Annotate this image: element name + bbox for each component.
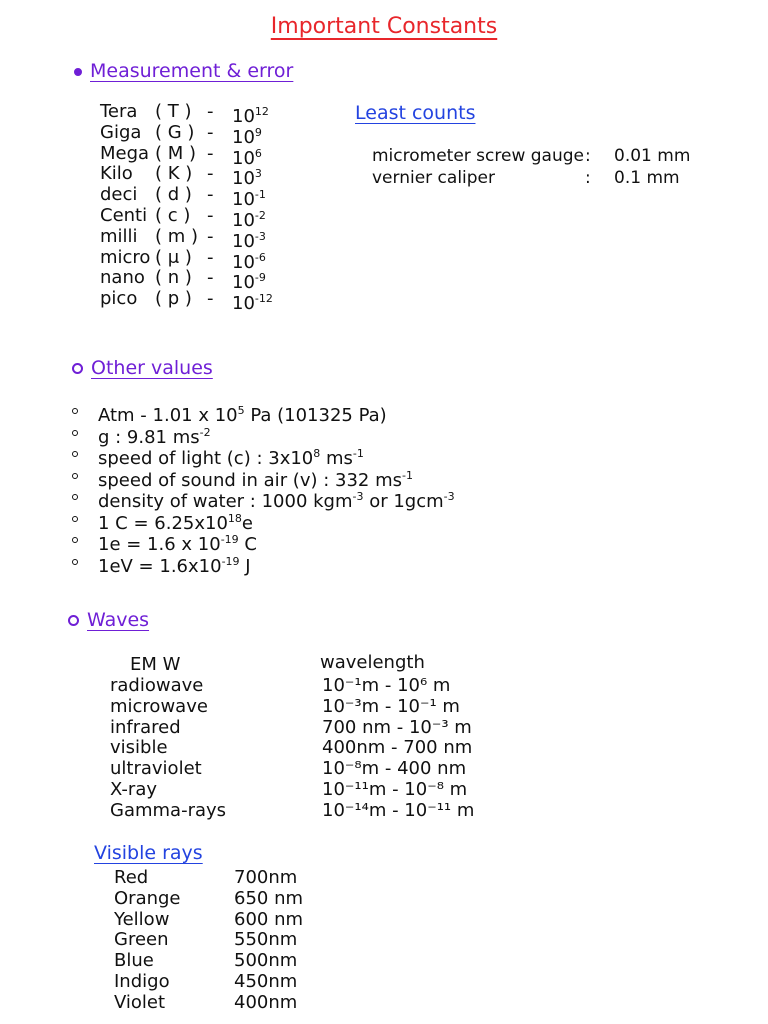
wave-row: [0, 696, 520, 717]
prefix-dash: -: [207, 184, 214, 206]
prefix-name: nano: [100, 267, 145, 289]
prefix-dash: -: [207, 246, 214, 268]
wave-range: 10⁻⁸m - 400 nm: [322, 758, 467, 780]
ray-color: Yellow: [114, 908, 170, 930]
prefix-exponent: 12: [254, 105, 269, 118]
prefix-symbol: ( M ): [155, 142, 197, 164]
bullet-icon: [72, 451, 78, 457]
prefix-name: milli: [100, 225, 138, 247]
emw-column-header: EM W: [130, 654, 181, 675]
ray-wavelength: 400nm: [234, 991, 298, 1013]
prefix-base: 10: [232, 293, 255, 315]
constant-text-part: 1eV = 1.6x10: [98, 555, 222, 577]
wave-row: [0, 800, 520, 821]
least-count-row: [0, 146, 720, 167]
ray-color: Indigo: [114, 971, 170, 992]
constant-text-part: Pa (101325 Pa): [244, 405, 387, 426]
constant-row: [0, 422, 700, 448]
constant-text-part: 1 C = 6.25x10: [98, 512, 228, 534]
bullet-icon: [68, 615, 79, 626]
ray-wavelength: 600 nm: [234, 908, 304, 930]
wave-range: 10⁻¹¹m - 10⁻⁸ m: [322, 779, 468, 800]
wave-name: X-ray: [110, 779, 158, 800]
bullet-icon: [72, 537, 78, 543]
prefix-exponent: 3: [254, 167, 262, 181]
prefix-row: [0, 101, 330, 127]
ray-color: Violet: [114, 991, 166, 1013]
constant-superscript: 18: [227, 511, 242, 525]
prefix-name: pico: [100, 288, 138, 310]
constant-row: [0, 486, 700, 512]
constant-superscript: -3: [352, 490, 364, 503]
bullet-icon: [72, 430, 78, 436]
bullet-icon: [74, 68, 82, 76]
wave-name: Gamma-rays: [110, 799, 227, 821]
visible-ray-row: [0, 992, 340, 1013]
prefix-exponent: -2: [254, 209, 266, 222]
prefix-exponent: 9: [254, 125, 262, 139]
prefix-dash: -: [207, 121, 214, 143]
constant-text: [98, 551, 251, 577]
constant-text-part: speed of light (c) : 3x10: [98, 448, 314, 469]
ray-color: Orange: [114, 887, 181, 909]
constant-text-part: density of water : 1000 kgm: [98, 491, 353, 512]
prefix-row: [0, 205, 330, 231]
prefix-row: [0, 288, 330, 315]
constant-row: [0, 551, 700, 577]
prefix-base: 10: [232, 251, 255, 273]
wave-range: 10⁻³m - 10⁻¹ m: [322, 695, 460, 717]
waves-heading: [68, 609, 149, 631]
prefix-row: [0, 121, 330, 148]
visible-ray-row: [0, 909, 340, 930]
measurement-heading-text: Measurement & error: [90, 60, 294, 82]
visible-ray-row: [0, 950, 340, 971]
prefix-value: [232, 288, 273, 314]
constant-text-part: Atm - 1.01 x 10: [98, 405, 238, 426]
wave-name: infrared: [110, 716, 181, 738]
constant-text-part: speed of sound in air (v) : 332 ms: [98, 469, 403, 491]
visible-ray-row: [0, 971, 340, 992]
prefix-base: 10: [232, 210, 255, 231]
prefix-base: 10: [232, 147, 255, 169]
visible-ray-row: [0, 888, 340, 909]
constant-text-part: 1e = 1.6 x 10: [98, 534, 221, 555]
prefix-row: [0, 267, 330, 294]
least-count-row: [0, 168, 720, 189]
prefix-row: [0, 246, 330, 273]
prefix-name: Mega: [100, 142, 150, 164]
page-title: Important Constants: [270, 14, 498, 39]
ray-wavelength: 700nm: [234, 867, 298, 888]
prefix-base: 10: [232, 168, 255, 190]
constant-row: [0, 465, 700, 491]
constant-text-part: e: [241, 512, 253, 534]
constant-row: [0, 529, 700, 555]
constant-superscript: 5: [237, 404, 245, 417]
prefix-exponent: 6: [254, 146, 262, 160]
constant-text-part: C: [238, 534, 257, 555]
prefix-symbol: ( d ): [155, 184, 192, 206]
constant-row: [0, 443, 700, 469]
wave-name: radiowave: [110, 675, 204, 696]
least-counts-heading: Least counts: [355, 102, 476, 124]
visible-ray-row: [0, 929, 340, 950]
bullet-icon: [72, 494, 78, 500]
constant-superscript: -19: [221, 554, 240, 568]
visible-rays-heading: Visible rays: [94, 842, 203, 864]
wavelength-column-header: wavelength: [320, 652, 425, 673]
prefix-name: Giga: [100, 121, 142, 143]
constant-superscript: -19: [220, 533, 239, 546]
constant-superscript: 8: [313, 447, 321, 460]
prefix-symbol: ( G ): [155, 121, 195, 143]
prefix-name: micro: [100, 246, 151, 268]
prefix-exponent: -3: [254, 229, 266, 243]
ray-wavelength: 650 nm: [234, 887, 304, 909]
prefix-dash: -: [207, 142, 214, 164]
prefix-exponent: -12: [254, 292, 273, 306]
wave-row: [0, 717, 520, 738]
least-count-value: 0.01 mm: [614, 146, 691, 166]
wave-range: 10⁻¹m - 10⁶ m: [322, 675, 451, 696]
bullet-icon: [72, 408, 78, 414]
bullet-icon: [72, 363, 83, 374]
ray-wavelength: 450nm: [234, 971, 298, 992]
prefix-name: Kilo: [100, 163, 133, 185]
measurement-heading: [74, 60, 293, 82]
constant-row: [0, 400, 700, 426]
visible-ray-row: [0, 867, 340, 888]
instrument-name: vernier caliper: [372, 168, 496, 188]
prefix-symbol: ( K ): [155, 163, 193, 185]
prefix-dash: -: [207, 267, 214, 289]
prefix-exponent: -1: [254, 188, 266, 202]
prefix-dash: -: [207, 163, 214, 185]
constant-superscript: -1: [402, 468, 413, 482]
wave-range: 400nm - 700 nm: [322, 737, 473, 759]
ray-color: Red: [114, 867, 149, 888]
wave-range: 10⁻¹⁴m - 10⁻¹¹ m: [322, 799, 475, 821]
wave-name: microwave: [110, 695, 208, 717]
constant-text-part: ms: [320, 448, 353, 469]
constant-text-part: g : 9.81 ms: [98, 426, 200, 448]
wave-row: [0, 737, 520, 758]
other-values-heading: [72, 357, 213, 379]
prefix-row: [0, 225, 330, 252]
prefix-base: 10: [232, 272, 255, 294]
prefix-exponent: -9: [254, 271, 266, 285]
bullet-icon: [72, 559, 78, 565]
prefix-symbol: ( p ): [155, 288, 192, 310]
prefix-name: Centi: [100, 205, 148, 226]
prefix-name: deci: [100, 184, 138, 206]
prefix-symbol: ( μ ): [155, 246, 192, 268]
waves-heading-text: Waves: [87, 609, 150, 631]
bullet-icon: [72, 473, 78, 479]
prefix-dash: -: [207, 205, 214, 226]
bullet-icon: [72, 516, 78, 522]
wave-range: 700 nm - 10⁻³ m: [322, 716, 472, 738]
least-count-value: 0.1 mm: [614, 168, 680, 188]
prefix-symbol: ( T ): [155, 101, 192, 122]
prefix-dash: -: [207, 288, 214, 310]
constant-superscript: -2: [199, 425, 211, 439]
prefix-symbol: ( c ): [155, 205, 191, 226]
wave-name: visible: [110, 737, 168, 759]
prefix-base: 10: [232, 230, 255, 252]
prefix-name: Tera: [100, 101, 138, 122]
prefix-symbol: ( m ): [155, 225, 199, 247]
wave-row: [0, 779, 520, 800]
least-count-separator: :: [585, 168, 591, 188]
instrument-name: micrometer screw gauge: [372, 146, 585, 166]
prefix-base: 10: [232, 126, 255, 148]
constant-superscript: -1: [352, 447, 364, 460]
constant-text-part: J: [239, 555, 251, 577]
prefix-dash: -: [207, 101, 214, 122]
prefix-dash: -: [207, 225, 214, 247]
ray-wavelength: 500nm: [234, 950, 298, 972]
other-values-heading-text: Other values: [91, 357, 213, 379]
prefix-base: 10: [232, 106, 255, 127]
prefix-symbol: ( n ): [155, 267, 192, 289]
prefix-base: 10: [232, 189, 255, 211]
constant-row: [0, 508, 700, 534]
constant-superscript: -3: [443, 490, 455, 503]
ray-color: Green: [114, 929, 169, 951]
constant-text-part: or 1gcm: [363, 491, 444, 512]
wave-row: [0, 675, 520, 696]
prefix-exponent: -6: [254, 250, 266, 264]
least-count-separator: :: [585, 146, 591, 166]
ray-wavelength: 550nm: [234, 929, 298, 951]
wave-row: [0, 758, 520, 779]
ray-color: Blue: [114, 950, 154, 972]
wave-name: ultraviolet: [110, 758, 202, 780]
